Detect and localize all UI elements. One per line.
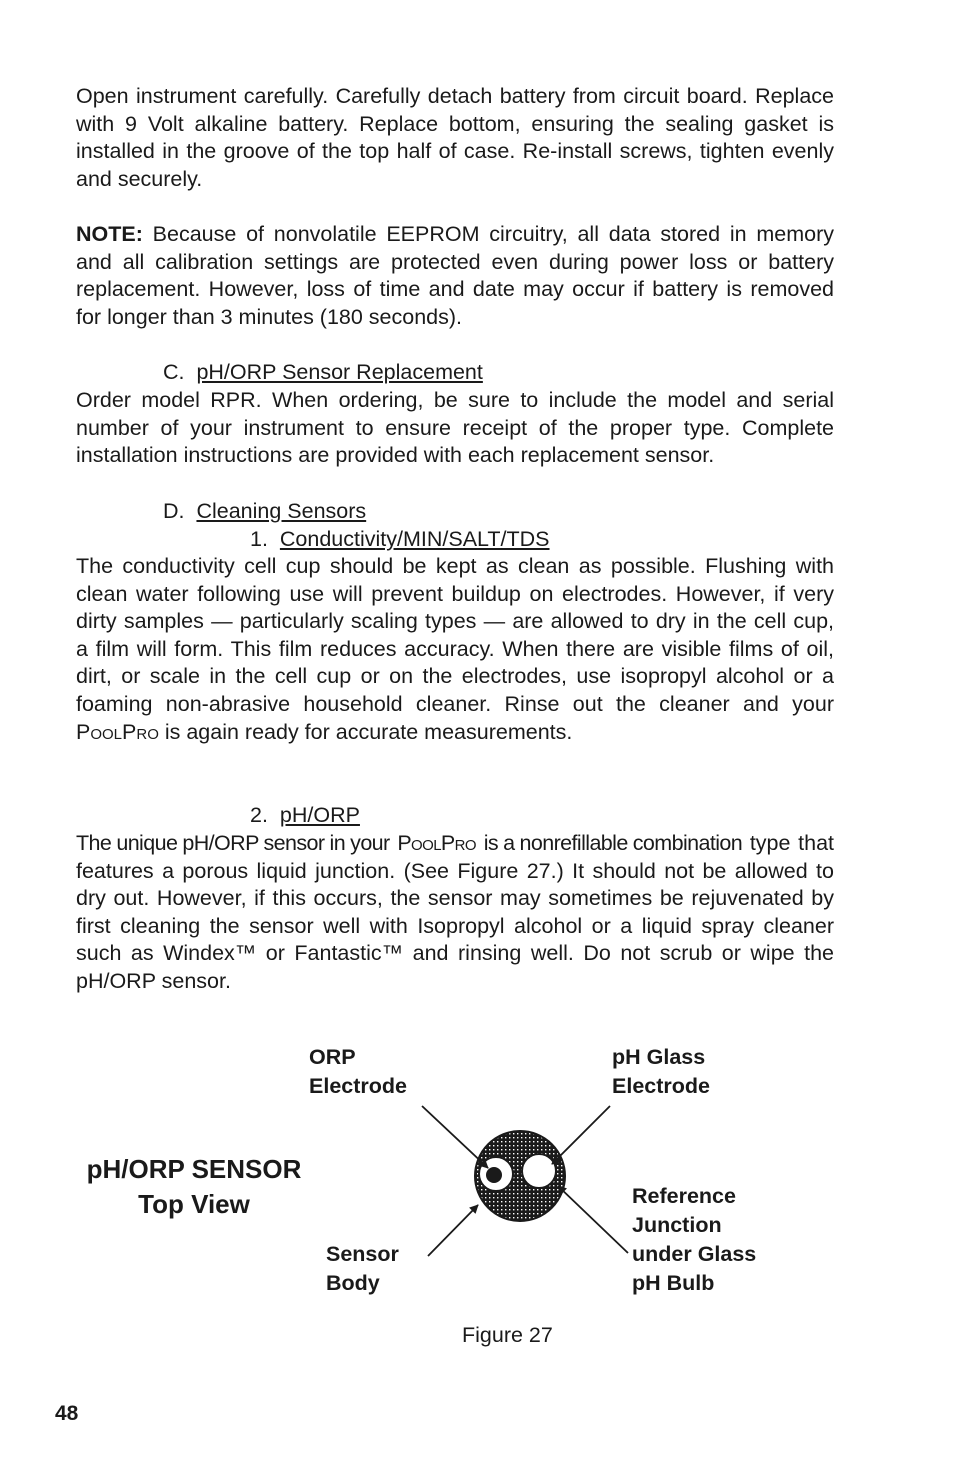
- note-label: NOTE:: [76, 222, 143, 246]
- conductivity-text-b: is again ready for accurate measurements.: [164, 719, 573, 744]
- section-d-letter: D.: [163, 499, 185, 523]
- section-d-title: Cleaning Sensors: [196, 499, 367, 523]
- body-pointer-arrow: [428, 1205, 478, 1256]
- orp-label-line-1: ORP: [309, 1045, 356, 1069]
- ph-orp-text-c: type that features a porous liquid junction. (See Figure 27.) It should not be allowed to dry out. However, if this occurs, the sensor may sometimes be rejuvenated by first cleaning the sensor well with Isopropyl alcohol or a liquid spray cleaner such as Windex™ or Fantastic™ and rinsing well. Do not scrub or wipe the pH/ORP sensor.: [76, 831, 834, 993]
- orp-label-line-2: Electrode: [309, 1074, 407, 1098]
- ref-label-line-1: Reference: [632, 1184, 736, 1208]
- sensor-replacement-paragraph: Order model RPR. When ordering, be sure to include the model and serial number of your instrument to ensure receipt of the proper type. Complete installation instructions are provided with each replacement sensor.: [76, 388, 834, 468]
- reference-pointer-arrow: [558, 1186, 628, 1253]
- page-number: 48: [55, 1402, 79, 1425]
- ph-glass-bulb-circle: [522, 1154, 556, 1188]
- figure-title-line-1: pH/ORP SENSOR: [86, 1154, 302, 1184]
- battery-paragraph: Open instrument carefully. Carefully detach battery from circuit board. Replace with 9 Volt alkaline battery. Replace bottom, ensuring the sealing gasket is installed in the groove of the top half of case. Re-install screws, tighten evenly and securely.: [76, 84, 834, 191]
- ph-orp-text-a: The unique pH/ORP sensor in your: [76, 831, 390, 855]
- figure-caption: Figure 27: [462, 1323, 553, 1347]
- ph-label-line-1: pH Glass: [612, 1045, 706, 1069]
- conductivity-text-a: The conductivity cell cup should be kept as clean as possible. Flushing with clean water following use will prevent buildup on electrodes. However, if very dirty samples — particularly scaling types — are allowed to dry in the cell cup, a film will form. This film reduces accuracy. When there are visible films of oil, dirt, or scale in the cell cup or on the electrodes, use isopropyl alcohol or a foaming non-abrasive household cleaner. Rinse out the cleaner and your: [76, 554, 834, 716]
- ref-label-line-3: under Glass: [632, 1242, 757, 1266]
- subsection-2-number: 2.: [250, 803, 268, 827]
- brand-name: PoolPro: [397, 831, 476, 855]
- ref-label-line-2: Junction: [632, 1213, 722, 1237]
- body-label-line-1: Sensor: [326, 1242, 399, 1266]
- figure-title-line-2: Top View: [138, 1189, 250, 1219]
- ph-label-line-2: Electrode: [612, 1074, 710, 1098]
- note-text: Because of nonvolatile EEPROM circuitry, all data stored in memory and all calibration settings are protected even during power loss or battery replacement. However, loss of time and date may occur if battery is removed for longer than 3 minutes (180 seconds).: [76, 222, 834, 329]
- orp-electrode-dot: [486, 1167, 502, 1183]
- orp-pointer-arrow: [422, 1106, 488, 1168]
- section-c-letter: C.: [163, 360, 185, 384]
- section-c-title: pH/ORP Sensor Replacement: [196, 360, 483, 384]
- ref-label-line-4: pH Bulb: [632, 1271, 715, 1295]
- subsection-1-number: 1.: [250, 527, 268, 551]
- ph-orp-text-b: is a nonrefillable combination: [483, 831, 743, 855]
- ph-pointer-arrow: [552, 1106, 610, 1164]
- subsection-1-title: Conductivity/MIN/SALT/TDS: [279, 527, 550, 551]
- subsection-2-title: pH/ORP: [279, 803, 360, 827]
- body-label-line-2: Body: [326, 1271, 380, 1295]
- brand-name: PoolPro: [76, 719, 159, 744]
